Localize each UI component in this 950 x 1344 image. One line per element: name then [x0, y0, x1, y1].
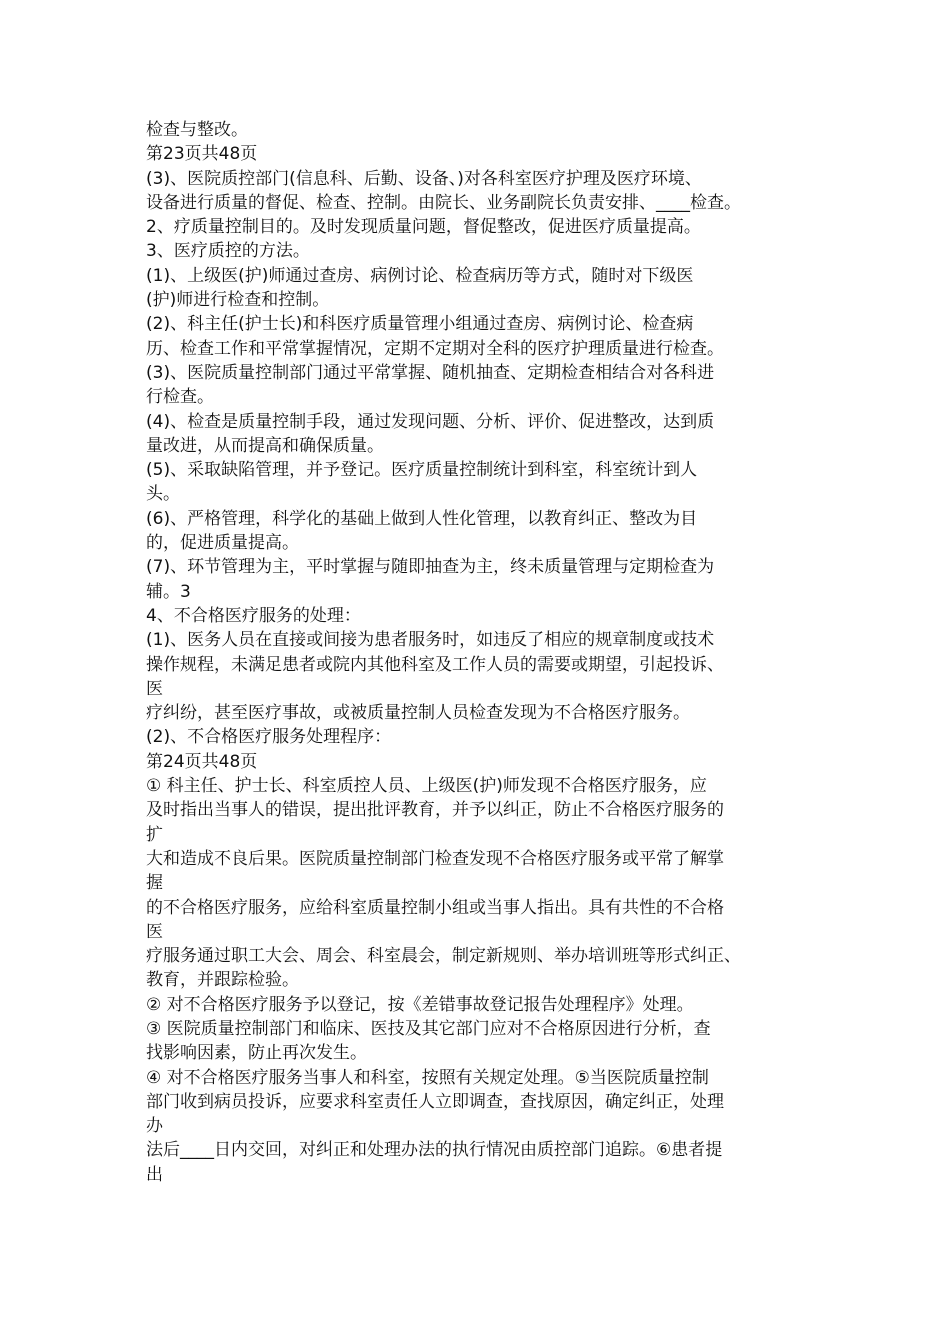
text-line: 部门收到病员投诉，应要求科室责任人立即调查，查找原因，确定纠正，处理	[146, 1091, 724, 1112]
text-line: 行检查。	[146, 387, 214, 408]
text-line: 及时指出当事人的错误，提出批评教育，并予以纠正，防止不合格医疗服务的	[146, 800, 724, 821]
text-line: 的不合格医疗服务，应给科室质量控制小组或当事人指出。具有共性的不合格	[146, 897, 724, 918]
text-line: 找影响因素，防止再次发生。	[146, 1043, 367, 1064]
text-line: 医	[146, 678, 163, 699]
text-line: 办	[146, 1116, 163, 1137]
section-heading: 4、不合格医疗服务的处理：	[146, 605, 361, 626]
text-line: 法后____日内交回，对纠正和处理办法的执行情况由质控部门追踪。⑥患者提	[146, 1140, 723, 1161]
text-line: 量改进，从而提高和确保质量。	[146, 435, 384, 456]
section-heading: 2、疗质量控制目的。及时发现质量问题，督促整改，促进医疗质量提高。	[146, 217, 701, 238]
text-line: 检查与整改。	[146, 120, 248, 140]
text-line: 扩	[146, 824, 163, 845]
page-number-line: 第23页共48页	[146, 144, 258, 165]
text-line: 辅。3	[146, 581, 191, 602]
text-line: 疗纠纷，甚至医疗事故，或被质量控制人员检查发现为不合格医疗服务。	[146, 703, 690, 724]
text-line: 医	[146, 921, 163, 942]
text-line: (4)、检查是质量控制手段，通过发现问题、分析、评价、促进整改，达到质	[146, 411, 715, 432]
text-line: 疗服务通过职工大会、周会、科室晨会，制定新规则、举办培训班等形式纠正、	[146, 946, 741, 967]
section-heading: 3、医疗质控的方法。	[146, 241, 310, 262]
text-line: 大和造成不良后果。医院质量控制部门检查发现不合格医疗服务或平常了解掌	[146, 848, 724, 869]
text-line: (2)、科主任(护士长)和科医疗质量管理小组通过查房、病例讨论、检查病	[146, 314, 694, 335]
text-line: (3)、医院质控部门(信息科、后勤、设备、)对各科室医疗护理及医疗环境、	[146, 168, 702, 189]
text-line: 握	[146, 873, 163, 894]
text-line: (2)、不合格医疗服务处理程序：	[146, 727, 392, 748]
text-line: 的，促进质量提高。	[146, 533, 299, 554]
text-line: ④ 对不合格医疗服务当事人和科室，按照有关规定处理。⑤当医院质量控制	[146, 1067, 709, 1088]
text-line: (7)、环节管理为主，平时掌握与随即抽查为主，终未质量管理与定期检查为	[146, 557, 715, 578]
text-line: ③ 医院质量控制部门和临床、医技及其它部门应对不合格原因进行分析，查	[146, 1018, 711, 1039]
text-line: (1)、医务人员在直接或间接为患者服务时，如违反了相应的规章制度或技术	[146, 630, 715, 651]
text-line: ① 科主任、护士长、科室质控人员、上级医(护)师发现不合格医疗服务，应	[146, 776, 707, 797]
text-line: (5)、采取缺陷管理，并予登记。医疗质量控制统计到科室，科室统计到人	[146, 460, 698, 481]
page-number-line: 第24页共48页	[146, 751, 258, 772]
text-line: (6)、严格管理，科学化的基础上做到人性化管理，以教育纠正、整改为目	[146, 508, 698, 529]
text-line: 教育，并跟踪检验。	[146, 970, 299, 991]
text-line: (1)、上级医(护)师通过查房、病例讨论、检查病历等方式，随时对下级医	[146, 265, 694, 286]
text-line: 操作规程，未满足患者或院内其他科室及工作人员的需要或期望，引起投诉、	[146, 654, 724, 675]
text-line: 历、检查工作和平常掌握情况，定期不定期对全科的医疗护理质量进行检查。	[146, 338, 724, 359]
document-body	[146, 118, 846, 1187]
text-line: ② 对不合格医疗服务予以登记，按《差错事故登记报告处理程序》处理。	[146, 994, 694, 1015]
text-line: 头。	[146, 484, 180, 505]
text-line: 出	[146, 1164, 163, 1185]
text-line: (3)、医院质量控制部门通过平常掌握、随机抽查、定期检查相结合对各科进	[146, 362, 715, 383]
text-line: 设备进行质量的督促、检查、控制。由院长、业务副院长负责安排、____检查。	[146, 192, 741, 213]
text-line: (护)师进行检查和控制。	[146, 290, 330, 311]
